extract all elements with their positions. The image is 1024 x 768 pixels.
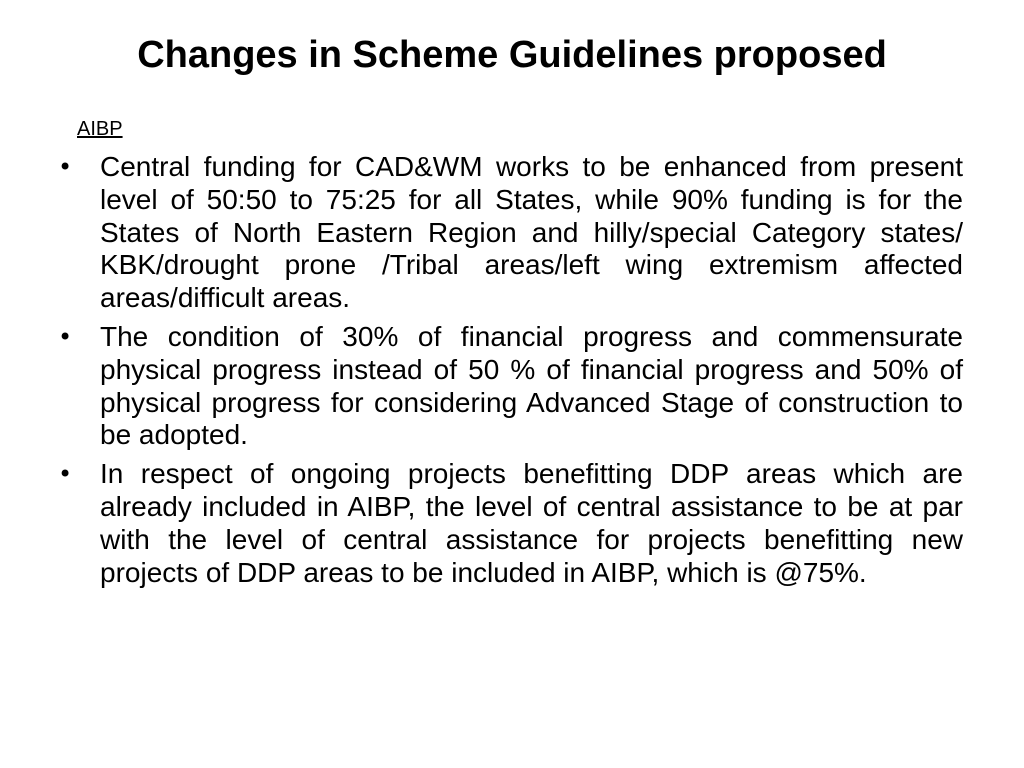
- bullet-item-central-funding: [58, 151, 963, 315]
- bullet-item-ddp-areas: [58, 458, 963, 589]
- bullet-icon: •: [58, 460, 73, 489]
- slide-title: Changes in Scheme Guidelines proposed: [137, 34, 887, 76]
- bullet-icon: •: [58, 153, 73, 181]
- bullet-item-advanced-stage: [58, 321, 963, 452]
- bullet-text: The condition of 30% of financial progress and commensurate physical progress instead of 50 % of financial progress and 50% of physical progress for considering Advanced Stage of construction to be adopted.: [100, 320, 963, 451]
- bullet-icon: •: [58, 322, 73, 351]
- section-label-aibp: AIBP: [77, 118, 123, 140]
- bullet-list: [58, 151, 963, 595]
- bullet-text: Central funding for CAD&WM works to be enhanced from present level of 50:50 to 75:25 for all States, while 90% funding is for the States of North Eastern Region and hilly/special Category states/ KBK/drought prone /Tribal areas/left wing extremism affected areas/difficult areas.: [100, 151, 963, 314]
- bullet-text: In respect of ongoing projects benefitting DDP areas which are already included in AIBP, the level of central assistance to be at par with the level of central assistance for projects benefitting new projects of DDP areas to be included in AIBP, which is @75%.: [100, 458, 963, 588]
